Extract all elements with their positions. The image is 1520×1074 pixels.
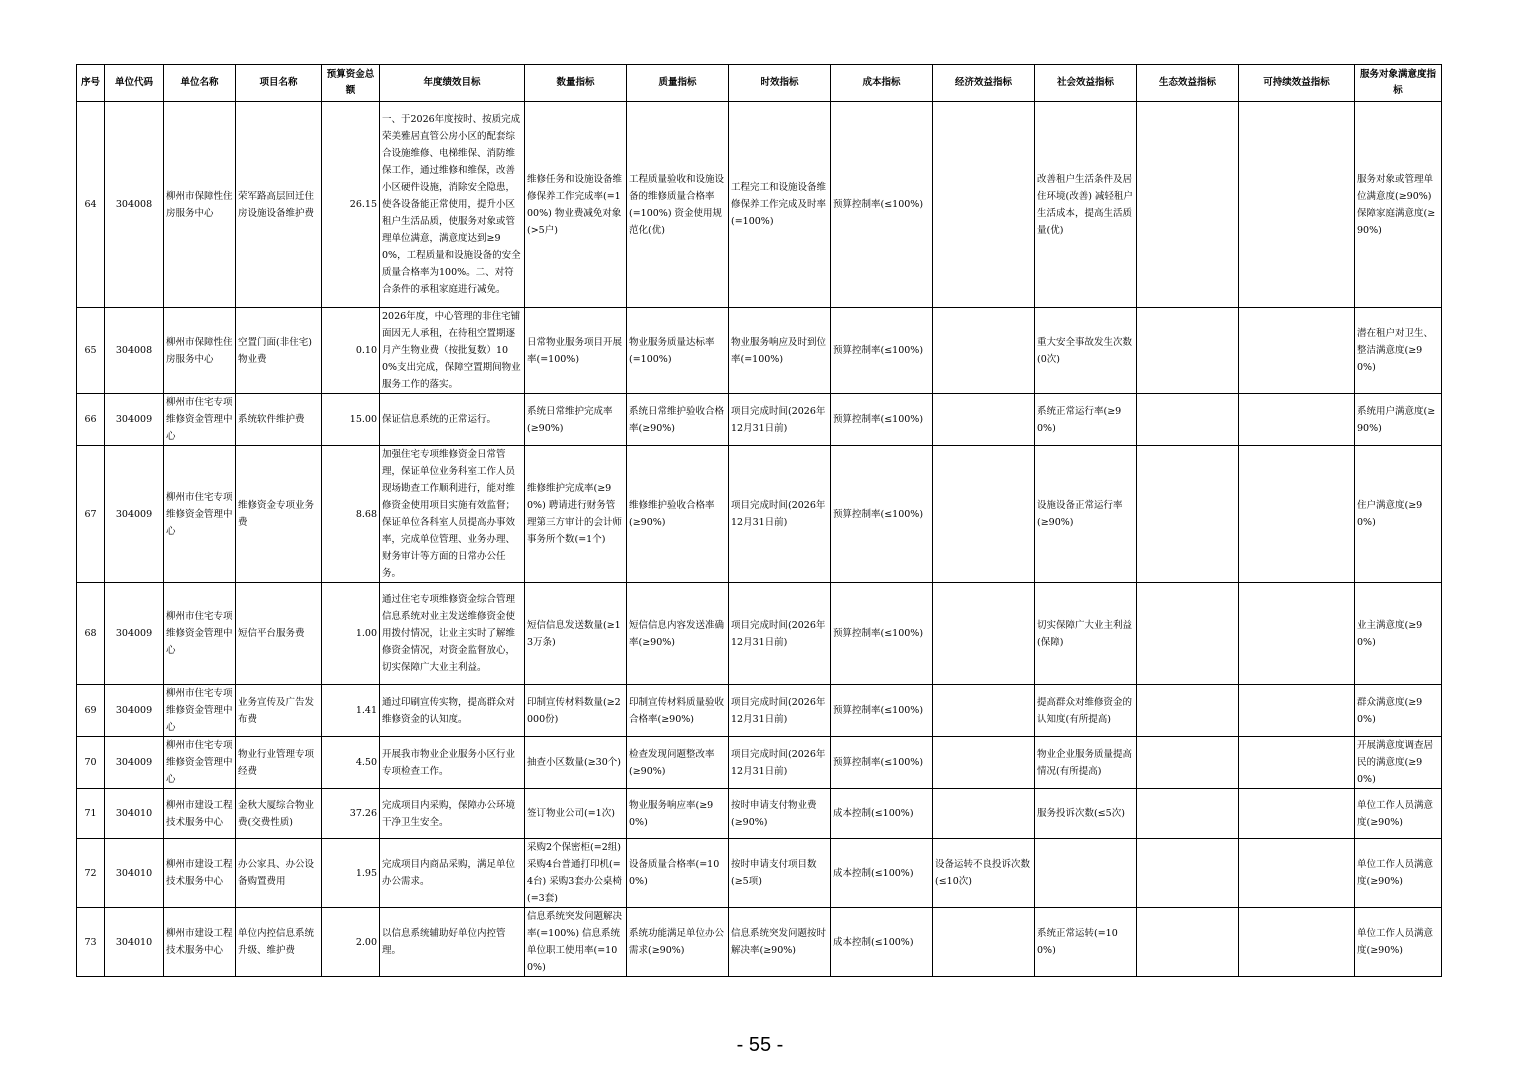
cell-annual-goal: 通过住宅专项维修资金综合管理信息系统对业主发送维修资金使用拨付情况，让业主实时了解维修资金情况，对资金监督放心，切实保障广大业主利益。 — [380, 583, 525, 685]
cell-social — [1035, 839, 1137, 908]
cell-quality: 检查发现问题整改率(≥90%) — [627, 737, 729, 789]
cell-unit-name: 柳州市住宅专项维修资金管理中心 — [164, 394, 236, 446]
table-row — [77, 394, 1442, 446]
cell-quantity: 日常物业服务项目开展率(=100%) — [525, 308, 627, 394]
cell-social: 服务投诉次数(≤5次) — [1035, 789, 1137, 839]
cell-quality: 物业服务响应率(≥90%) — [627, 789, 729, 839]
cell-project-name: 金秋大厦综合物业费(交费性质) — [236, 789, 322, 839]
col-header-quality: 质量指标 — [627, 65, 729, 102]
cell-satisfaction: 系统用户满意度(≥90%) — [1355, 394, 1442, 446]
cell-ecological — [1137, 446, 1239, 583]
cell-cost: 预算控制率(≤100%) — [831, 394, 933, 446]
cell-annual-goal: 完成项目内采购，保障办公环境干净卫生安全。 — [380, 789, 525, 839]
cell-budget: 2.00 — [322, 908, 380, 977]
cell-sustainable — [1239, 908, 1355, 977]
cell-unit-name: 柳州市建设工程技术服务中心 — [164, 908, 236, 977]
cell-ecological — [1137, 394, 1239, 446]
cell-index: 73 — [77, 908, 105, 977]
cell-cost: 预算控制率(≤100%) — [831, 583, 933, 685]
cell-annual-goal: 完成项目内商品采购，满足单位办公需求。 — [380, 839, 525, 908]
cell-sustainable — [1239, 102, 1355, 308]
cell-budget: 15.00 — [322, 394, 380, 446]
cell-unit-name: 柳州市建设工程技术服务中心 — [164, 839, 236, 908]
cell-cost: 预算控制率(≤100%) — [831, 685, 933, 737]
cell-ecological — [1137, 908, 1239, 977]
col-header-economic: 经济效益指标 — [933, 65, 1035, 102]
cell-timeliness: 项目完成时间(2026年12月31日前) — [729, 446, 831, 583]
cell-budget: 1.95 — [322, 839, 380, 908]
cell-sustainable — [1239, 394, 1355, 446]
cell-project-name: 业务宣传及广告发布费 — [236, 685, 322, 737]
cell-social: 重大安全事故发生次数(0次) — [1035, 308, 1137, 394]
cell-sustainable — [1239, 308, 1355, 394]
cell-social: 物业企业服务质量提高情况(有所提高) — [1035, 737, 1137, 789]
cell-project-name: 办公家具、办公设备购置费用 — [236, 839, 322, 908]
cell-budget: 37.26 — [322, 789, 380, 839]
cell-sustainable — [1239, 446, 1355, 583]
cell-sustainable — [1239, 839, 1355, 908]
cell-quantity: 维修任务和设施设备维修保养工作完成率(=100%) 物业费减免对象(>5户) — [525, 102, 627, 308]
cell-quantity: 印制宣传材料数量(≥2000份) — [525, 685, 627, 737]
col-header-satisfaction: 服务对象满意度指标 — [1355, 65, 1442, 102]
header-row — [77, 65, 1442, 102]
table-header — [77, 65, 1442, 102]
table-row — [77, 446, 1442, 583]
cell-quantity: 抽查小区数量(≥30个) — [525, 737, 627, 789]
cell-index: 69 — [77, 685, 105, 737]
cell-economic — [933, 737, 1035, 789]
cell-quality: 系统功能满足单位办公需求(≥90%) — [627, 908, 729, 977]
cell-economic — [933, 446, 1035, 583]
cell-unit-code: 304008 — [105, 308, 164, 394]
cell-satisfaction: 住户满意度(≥90%) — [1355, 446, 1442, 583]
cell-satisfaction: 服务对象或管理单位满意度(≥90%) 保障家庭满意度(≥90%) — [1355, 102, 1442, 308]
cell-budget: 4.50 — [322, 737, 380, 789]
cell-economic — [933, 102, 1035, 308]
cell-satisfaction: 潜在租户对卫生、整洁满意度(≥90%) — [1355, 308, 1442, 394]
cell-unit-name: 柳州市住宅专项维修资金管理中心 — [164, 583, 236, 685]
cell-social: 提高群众对维修资金的认知度(有所提高) — [1035, 685, 1137, 737]
cell-quantity: 信息系统突发问题解决率(=100%) 信息系统单位职工使用率(=100%) — [525, 908, 627, 977]
cell-unit-code: 304010 — [105, 789, 164, 839]
cell-economic — [933, 685, 1035, 737]
cell-unit-name: 柳州市保障性住房服务中心 — [164, 308, 236, 394]
table-row — [77, 583, 1442, 685]
col-header-social: 社会效益指标 — [1035, 65, 1137, 102]
cell-budget: 0.10 — [322, 308, 380, 394]
performance-table — [76, 64, 1442, 977]
cell-ecological — [1137, 308, 1239, 394]
col-header-unit-name: 单位名称 — [164, 65, 236, 102]
cell-satisfaction: 业主满意度(≥90%) — [1355, 583, 1442, 685]
table-row — [77, 685, 1442, 737]
cell-economic — [933, 583, 1035, 685]
cell-index: 70 — [77, 737, 105, 789]
col-header-sustainable: 可持续效益指标 — [1239, 65, 1355, 102]
cell-social: 系统正常运转(=100%) — [1035, 908, 1137, 977]
cell-index: 65 — [77, 308, 105, 394]
page-number: - 55 - — [736, 1034, 784, 1056]
cell-budget: 26.15 — [322, 102, 380, 308]
cell-index: 68 — [77, 583, 105, 685]
cell-project-name: 维修资金专项业务费 — [236, 446, 322, 583]
cell-cost: 预算控制率(≤100%) — [831, 102, 933, 308]
cell-sustainable — [1239, 583, 1355, 685]
cell-sustainable — [1239, 789, 1355, 839]
col-header-budget: 预算资金总额 — [322, 65, 380, 102]
cell-quality: 工程质量验收和设施设备的维修质量合格率(=100%) 资金使用规范化(优) — [627, 102, 729, 308]
cell-cost: 成本控制(≤100%) — [831, 789, 933, 839]
cell-cost: 预算控制率(≤100%) — [831, 308, 933, 394]
cell-satisfaction: 单位工作人员满意度(≥90%) — [1355, 908, 1442, 977]
cell-quality: 物业服务质量达标率(=100%) — [627, 308, 729, 394]
cell-annual-goal: 2026年度，中心管理的非住宅铺面因无人承租，在待租空置期逐月产生物业费（按批复数）100%支出完成，保障空置期间物业服务工作的落实。 — [380, 308, 525, 394]
cell-economic — [933, 908, 1035, 977]
cell-sustainable — [1239, 737, 1355, 789]
cell-satisfaction: 单位工作人员满意度(≥90%) — [1355, 839, 1442, 908]
cell-quality: 维修维护验收合格率(≥90%) — [627, 446, 729, 583]
cell-budget: 8.68 — [322, 446, 380, 583]
cell-economic — [933, 394, 1035, 446]
cell-unit-name: 柳州市建设工程技术服务中心 — [164, 789, 236, 839]
cell-satisfaction: 开展满意度调查居民的满意度(≥90%) — [1355, 737, 1442, 789]
cell-quality: 短信信息内容发送准确率(≥90%) — [627, 583, 729, 685]
cell-unit-name: 柳州市住宅专项维修资金管理中心 — [164, 446, 236, 583]
col-header-quantity: 数量指标 — [525, 65, 627, 102]
cell-unit-name: 柳州市住宅专项维修资金管理中心 — [164, 737, 236, 789]
cell-social: 切实保障广大业主利益(保障) — [1035, 583, 1137, 685]
cell-project-name: 空置门面(非住宅)物业费 — [236, 308, 322, 394]
cell-ecological — [1137, 685, 1239, 737]
table-row — [77, 908, 1442, 977]
cell-economic: 设备运转不良投诉次数(≤10次) — [933, 839, 1035, 908]
cell-quantity: 维修维护完成率(≥90%) 聘请进行财务管理第三方审计的会计师事务所个数(=1个) — [525, 446, 627, 583]
cell-ecological — [1137, 583, 1239, 685]
cell-unit-code: 304009 — [105, 446, 164, 583]
cell-satisfaction: 单位工作人员满意度(≥90%) — [1355, 789, 1442, 839]
cell-timeliness: 工程完工和设施设备维修保养工作完成及时率(=100%) — [729, 102, 831, 308]
cell-project-name: 系统软件维护费 — [236, 394, 322, 446]
table-row — [77, 308, 1442, 394]
cell-timeliness: 信息系统突发问题按时解决率(≥90%) — [729, 908, 831, 977]
table-body — [77, 102, 1442, 977]
cell-timeliness: 按时申请支付物业费(≥90%) — [729, 789, 831, 839]
cell-cost: 预算控制率(≤100%) — [831, 737, 933, 789]
cell-quantity: 采购2个保密柜(=2组) 采购4台普通打印机(=4台) 采购3套办公桌椅(=3套) — [525, 839, 627, 908]
cell-index: 66 — [77, 394, 105, 446]
cell-quality: 设备质量合格率(=100%) — [627, 839, 729, 908]
cell-timeliness: 项目完成时间(2026年12月31日前) — [729, 394, 831, 446]
table-row — [77, 102, 1442, 308]
cell-unit-code: 304009 — [105, 685, 164, 737]
col-header-project-name: 项目名称 — [236, 65, 322, 102]
cell-timeliness: 项目完成时间(2026年12月31日前) — [729, 685, 831, 737]
cell-economic — [933, 308, 1035, 394]
cell-economic — [933, 789, 1035, 839]
cell-cost: 成本控制(≤100%) — [831, 839, 933, 908]
cell-unit-code: 304010 — [105, 908, 164, 977]
cell-annual-goal: 开展我市物业企业服务小区行业专项检查工作。 — [380, 737, 525, 789]
cell-quantity: 短信信息发送数量(≥13万条) — [525, 583, 627, 685]
cell-annual-goal: 加强住宅专项维修资金日常管理，保证单位业务科室工作人员现场勘查工作顺利进行，能对维修资金使用项目实施有效监督；保证单位各科室人员提高办事效率，完成单位管理、业务办理、财务审计等方面的日常办公任务。 — [380, 446, 525, 583]
cell-unit-code: 304009 — [105, 583, 164, 685]
cell-quality: 系统日常维护验收合格率(≥90%) — [627, 394, 729, 446]
cell-quantity: 系统日常维护完成率(≥90%) — [525, 394, 627, 446]
cell-timeliness: 项目完成时间(2026年12月31日前) — [729, 737, 831, 789]
col-header-index: 序号 — [77, 65, 105, 102]
cell-project-name: 物业行业管理专项经费 — [236, 737, 322, 789]
cell-cost: 预算控制率(≤100%) — [831, 446, 933, 583]
cell-ecological — [1137, 737, 1239, 789]
col-header-timeliness: 时效指标 — [729, 65, 831, 102]
cell-ecological — [1137, 839, 1239, 908]
cell-quantity: 签订物业公司(=1次) — [525, 789, 627, 839]
cell-unit-name: 柳州市保障性住房服务中心 — [164, 102, 236, 308]
cell-unit-code: 304009 — [105, 394, 164, 446]
cell-project-name: 单位内控信息系统升级、维护费 — [236, 908, 322, 977]
col-header-cost: 成本指标 — [831, 65, 933, 102]
cell-timeliness: 按时申请支付项目数(≥5项) — [729, 839, 831, 908]
cell-unit-code: 304009 — [105, 737, 164, 789]
cell-index: 67 — [77, 446, 105, 583]
cell-unit-name: 柳州市住宅专项维修资金管理中心 — [164, 685, 236, 737]
cell-unit-code: 304008 — [105, 102, 164, 308]
cell-ecological — [1137, 102, 1239, 308]
cell-social: 改善租户生活条件及居住环境(改善) 减轻租户生活成本，提高生活质量(优) — [1035, 102, 1137, 308]
cell-index: 64 — [77, 102, 105, 308]
cell-annual-goal: 保证信息系统的正常运行。 — [380, 394, 525, 446]
cell-timeliness: 物业服务响应及时到位率(=100%) — [729, 308, 831, 394]
col-header-annual-goal: 年度绩效目标 — [380, 65, 525, 102]
cell-budget: 1.00 — [322, 583, 380, 685]
cell-quality: 印制宣传材料质量验收合格率(≥90%) — [627, 685, 729, 737]
cell-social: 系统正常运行率(≥90%) — [1035, 394, 1137, 446]
cell-satisfaction: 群众满意度(≥90%) — [1355, 685, 1442, 737]
cell-project-name: 短信平台服务费 — [236, 583, 322, 685]
cell-index: 71 — [77, 789, 105, 839]
cell-annual-goal: 一、于2026年度按时、按质完成荣美雅居直管公房小区的配套综合设施维修、电梯维保、消防维保工作，通过维修和维保，改善小区硬件设施，消除安全隐患，使各设备能正常使用，提升小区租户生活品质，使服务对象或管理单位满意，满意度达到≥90%，工程质量和设施设备的安全质量合格率为100%。二、对符合条件的承租家庭进行减免。 — [380, 102, 525, 308]
cell-annual-goal: 以信息系统辅助好单位内控管理。 — [380, 908, 525, 977]
cell-cost: 成本控制(≤100%) — [831, 908, 933, 977]
cell-ecological — [1137, 789, 1239, 839]
cell-timeliness: 项目完成时间(2026年12月31日前) — [729, 583, 831, 685]
cell-project-name: 荣军路高层回迁住房设施设备维护费 — [236, 102, 322, 308]
cell-annual-goal: 通过印刷宣传实物，提高群众对维修资金的认知度。 — [380, 685, 525, 737]
col-header-ecological: 生态效益指标 — [1137, 65, 1239, 102]
cell-sustainable — [1239, 685, 1355, 737]
table-row — [77, 789, 1442, 839]
table-row — [77, 839, 1442, 908]
cell-budget: 1.41 — [322, 685, 380, 737]
cell-index: 72 — [77, 839, 105, 908]
cell-social: 设施设备正常运行率(≥90%) — [1035, 446, 1137, 583]
col-header-unit-code: 单位代码 — [105, 65, 164, 102]
cell-unit-code: 304010 — [105, 839, 164, 908]
table-row — [77, 737, 1442, 789]
